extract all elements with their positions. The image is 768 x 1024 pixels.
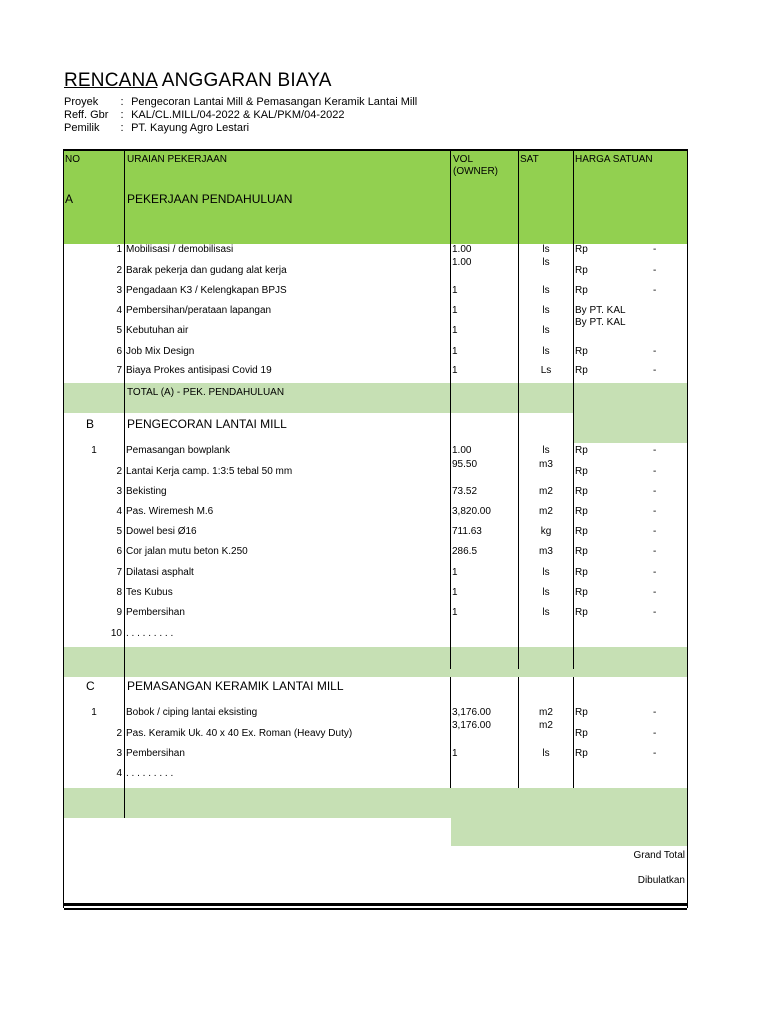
bottom-border-2 [64, 908, 687, 910]
row-val: - [653, 526, 657, 537]
row-rp: Rp [575, 748, 588, 759]
col-vol-header: VOL [453, 154, 474, 165]
meta-proyek: Proyek : Pengecoran Lantai Mill & Pemasangan Keramik Lantai Mill [64, 96, 418, 108]
row-no: 9 [116, 607, 122, 618]
row-rp: Rp [575, 546, 588, 557]
row-rp: Rp [575, 346, 588, 357]
row-rp: Rp [575, 466, 588, 477]
row-no: 6 [116, 546, 122, 557]
row-vol: 1.00 [452, 445, 472, 456]
row-desc: Pemasangan bowplank [126, 445, 230, 456]
row-no: 3 [116, 285, 122, 296]
row-sat: ls [542, 346, 550, 357]
row-rp: Rp [575, 728, 588, 739]
row-vol: 1 [452, 325, 458, 336]
row-rp: Rp [575, 587, 588, 598]
section-b-code: B [86, 417, 95, 431]
row-vol: 711.63 [452, 526, 482, 537]
row-desc: Pembersihan [126, 748, 185, 759]
section-b-title: PENGECORAN LANTAI MILL [127, 417, 287, 431]
row-no: 4 [116, 506, 122, 517]
row-rp: Rp [575, 607, 588, 618]
row-sat: m2 [539, 720, 553, 731]
section-b-band [573, 413, 687, 443]
row-val: - [653, 244, 657, 255]
row-no: 2 [116, 466, 122, 477]
bottom-border [64, 903, 687, 906]
row-sat: m3 [539, 546, 553, 557]
row-no: 10 [110, 628, 122, 639]
row-no: 2 [116, 265, 122, 276]
row-sat: ls [542, 607, 550, 618]
row-vol: 1.00 [452, 257, 472, 268]
row-no: 2 [116, 728, 122, 739]
row-no: 7 [116, 567, 122, 578]
row-rp: Rp [575, 567, 588, 578]
row-rp: Rp [575, 707, 588, 718]
row-rp: By PT. KAL [575, 317, 626, 328]
rab-sheet [63, 149, 688, 908]
row-desc: Pembersihan [126, 607, 185, 618]
row-no: 1 [91, 707, 97, 718]
row-val: - [653, 445, 657, 456]
row-vol: 3,820.00 [452, 506, 491, 517]
row-rp: Rp [575, 285, 588, 296]
row-vol: 1 [452, 567, 458, 578]
row-desc: Lantai Kerja camp. 1:3:5 tebal 50 mm [126, 466, 293, 477]
row-no: 3 [116, 748, 122, 759]
row-desc: Pas. Keramik Uk. 40 x 40 Ex. Roman (Heavy Duty) [126, 728, 353, 739]
row-sat: ls [542, 305, 550, 316]
row-val: - [653, 567, 657, 578]
row-rp: Rp [575, 526, 588, 537]
row-vol: 1 [452, 305, 458, 316]
row-vol: 95.50 [452, 459, 478, 470]
col-vol-owner-header: (OWNER) [453, 166, 498, 177]
row-sat: m2 [539, 707, 553, 718]
row-rp: Rp [575, 486, 588, 497]
row-desc: Bobok / ciping lantai eksisting [126, 707, 258, 718]
row-desc: Biaya Prokes antisipasi Covid 19 [126, 365, 272, 376]
row-desc: Pas. Wiremesh M.6 [126, 506, 214, 517]
row-no: 8 [116, 587, 122, 598]
row-sat: m2 [539, 506, 553, 517]
row-val: - [653, 587, 657, 598]
section-c-code: C [86, 679, 95, 693]
grand-total-label: Grand Total [633, 850, 685, 861]
row-no: 1 [116, 244, 122, 255]
row-sat: ls [542, 587, 550, 598]
meta-reff: Reff. Gbr : KAL/CL.MILL/04-2022 & KAL/PKM/04-2022 [64, 109, 345, 121]
row-desc: Dowel besi Ø16 [126, 526, 197, 537]
row-sat: ls [542, 285, 550, 296]
row-desc: Dilatasi asphalt [126, 567, 194, 578]
row-sat: m2 [539, 486, 553, 497]
row-no: 4 [116, 305, 122, 316]
row-no: 1 [91, 445, 97, 456]
dibulatkan-label: Dibulatkan [637, 875, 685, 886]
section-a-code: A [65, 192, 74, 206]
row-no: 3 [116, 486, 122, 497]
col-uraian-header: URAIAN PEKERJAAN [127, 154, 228, 165]
row-desc: Bekisting [126, 486, 167, 497]
row-no: 5 [116, 526, 122, 537]
row-desc: Job Mix Design [126, 346, 195, 357]
col-harga-header: HARGA SATUAN [575, 154, 653, 165]
row-desc: Kebutuhan air [126, 325, 189, 336]
grand-total-band [451, 818, 687, 846]
section-a-title: PEKERJAAN PENDAHULUAN [127, 192, 293, 206]
row-val: - [653, 748, 657, 759]
row-desc: Pembersihan/perataan lapangan [126, 305, 272, 316]
row-sat: ls [542, 567, 550, 578]
row-val: - [653, 506, 657, 517]
row-vol: 3,176.00 [452, 707, 491, 718]
row-desc: Barak pekerja dan gudang alat kerja [126, 265, 287, 276]
row-vol: 1 [452, 285, 458, 296]
row-rp: By PT. KAL [575, 305, 626, 316]
row-val: - [653, 707, 657, 718]
row-rp: Rp [575, 506, 588, 517]
row-val: - [653, 466, 657, 477]
row-no: 7 [116, 365, 122, 376]
row-rp: Rp [575, 244, 588, 255]
row-rp: Rp [575, 445, 588, 456]
row-vol: 3,176.00 [452, 720, 491, 731]
row-val: - [653, 546, 657, 557]
row-no: 4 [116, 768, 122, 779]
row-rp: Rp [575, 265, 588, 276]
page-title: RENCANA ANGGARAN BIAYA [64, 70, 332, 91]
total-a-label: TOTAL (A) - PEK. PENDAHULUAN [127, 387, 285, 398]
col-sat-header: SAT [520, 154, 539, 165]
col-no-header: NO [65, 154, 80, 165]
row-sat: ls [542, 257, 550, 268]
row-vol: 1 [452, 587, 458, 598]
row-val: - [653, 365, 657, 376]
row-sat: ls [542, 244, 550, 255]
row-vol: 286.5 [452, 546, 478, 557]
row-desc: Mobilisasi / demobilisasi [126, 244, 234, 255]
total-b-band [64, 647, 687, 677]
row-no: 6 [116, 346, 122, 357]
row-vol: 1 [452, 365, 458, 376]
row-val: - [653, 285, 657, 296]
row-desc: Cor jalan mutu beton K.250 [126, 546, 248, 557]
row-vol: 1.00 [452, 244, 472, 255]
row-sat: ls [542, 325, 550, 336]
row-rp: Rp [575, 365, 588, 376]
row-val: - [653, 346, 657, 357]
row-vol: 1 [452, 607, 458, 618]
row-no: 5 [116, 325, 122, 336]
row-vol: 1 [452, 346, 458, 357]
row-desc: Tes Kubus [126, 587, 173, 598]
row-sat: kg [540, 526, 552, 537]
row-sat: Ls [540, 365, 552, 376]
row-sat: ls [542, 445, 550, 456]
row-val: - [653, 607, 657, 618]
row-desc: Pengadaan K3 / Kelengkapan BPJS [126, 285, 287, 296]
row-desc: . . . . . . . . . [126, 768, 174, 779]
section-c-title: PEMASANGAN KERAMIK LANTAI MILL [127, 679, 344, 693]
row-vol: 73.52 [452, 486, 478, 497]
row-desc: . . . . . . . . . [126, 628, 174, 639]
row-vol: 1 [452, 748, 458, 759]
row-val: - [653, 486, 657, 497]
meta-pemilik: Pemilik : PT. Kayung Agro Lestari [64, 122, 250, 134]
total-c-band [64, 788, 687, 818]
row-sat: ls [542, 748, 550, 759]
row-sat: m3 [539, 459, 553, 470]
row-val: - [653, 728, 657, 739]
row-val: - [653, 265, 657, 276]
